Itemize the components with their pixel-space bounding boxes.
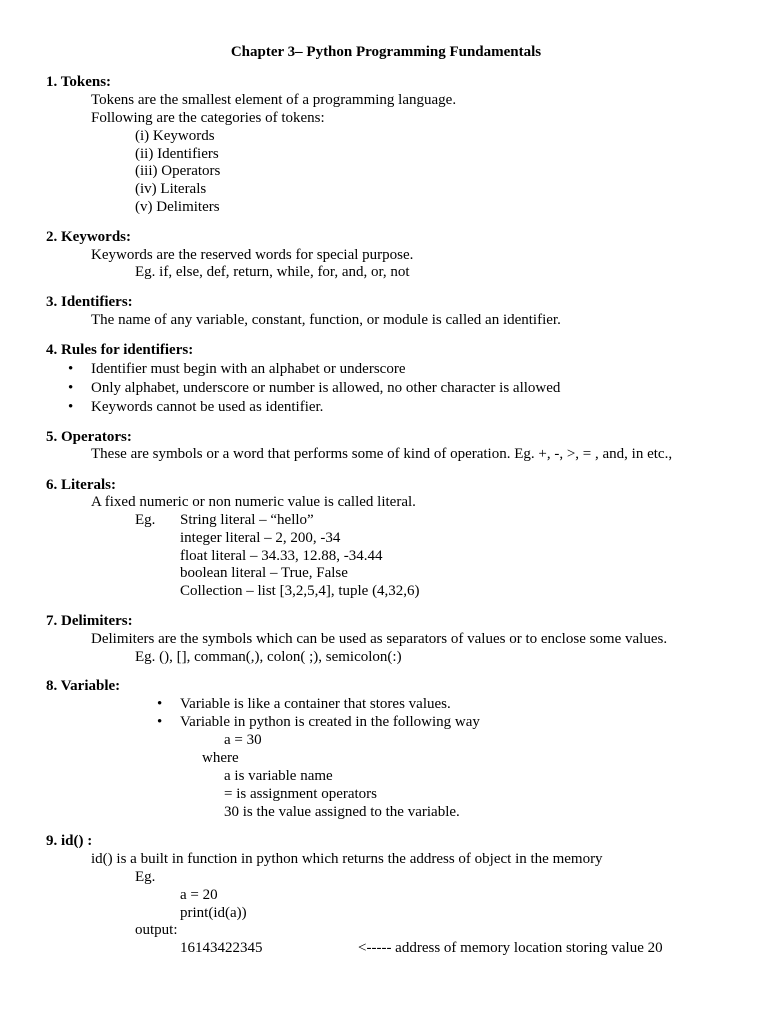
example-label: Eg. xyxy=(135,869,156,885)
bullet-icon: • xyxy=(68,361,74,377)
variable-point: Variable in python is created in the following way xyxy=(180,714,480,730)
variable-code: a = 30 xyxy=(224,732,262,748)
rule-item: Identifier must begin with an alphabet or underscore xyxy=(91,361,406,377)
section-7-example: Eg. (), [], comman(,), colon( ;), semicolon(:) xyxy=(135,649,402,665)
section-1-text: Following are the categories of tokens: xyxy=(91,110,325,126)
section-2-example: Eg. if, else, def, return, while, for, and, or, not xyxy=(135,264,410,280)
token-category: (v) Delimiters xyxy=(135,199,220,215)
section-5-heading: 5. Operators: xyxy=(46,429,132,445)
section-7-text: Delimiters are the symbols which can be used as separators of values or to enclose some values. xyxy=(91,631,668,647)
where-label: where xyxy=(202,750,239,766)
section-5-text: These are symbols or a word that performs some of kind of operation. Eg. +, -, >, = , and, in etc., xyxy=(91,446,673,462)
section-4-heading: 4. Rules for identifiers: xyxy=(46,342,194,358)
example-label: Eg. xyxy=(135,512,156,528)
section-6-heading: 6. Literals: xyxy=(46,477,116,493)
output-value: 16143422345 xyxy=(180,940,263,956)
token-category: (iv) Literals xyxy=(135,181,207,197)
section-2-heading: 2. Keywords: xyxy=(46,229,131,245)
variable-note: = is assignment operators xyxy=(224,786,378,802)
page-title: Chapter 3– Python Programming Fundamentals xyxy=(230,44,542,60)
output-note: <----- address of memory location storing value 20 xyxy=(358,940,663,956)
section-1-heading: 1. Tokens: xyxy=(46,74,112,90)
section-2-text: Keywords are the reserved words for special purpose. xyxy=(91,247,414,263)
literal-example: boolean literal – True, False xyxy=(180,565,348,581)
variable-point: Variable is like a container that stores values. xyxy=(180,696,451,712)
token-category: (ii) Identifiers xyxy=(135,146,219,162)
bullet-icon: • xyxy=(157,714,163,730)
section-6-text: A fixed numeric or non numeric value is called literal. xyxy=(91,494,416,510)
section-9-heading: 9. id() : xyxy=(46,833,93,849)
bullet-icon: • xyxy=(157,696,163,712)
bullet-icon: • xyxy=(68,399,74,415)
token-category: (i) Keywords xyxy=(135,128,215,144)
literal-example: String literal – “hello” xyxy=(180,512,314,528)
literal-example: Collection – list [3,2,5,4], tuple (4,32,6) xyxy=(180,583,420,599)
section-3-text: The name of any variable, constant, function, or module is called an identifier. xyxy=(91,312,561,328)
section-3-heading: 3. Identifiers: xyxy=(46,294,133,310)
rule-item: Only alphabet, underscore or number is allowed, no other character is allowed xyxy=(91,380,561,396)
code-line: print(id(a)) xyxy=(180,905,247,921)
bullet-icon: • xyxy=(68,380,74,396)
literal-example: float literal – 34.33, 12.88, -34.44 xyxy=(180,548,383,564)
output-label: output: xyxy=(135,922,178,938)
section-7-heading: 7. Delimiters: xyxy=(46,613,133,629)
variable-note: 30 is the value assigned to the variable. xyxy=(224,804,460,820)
variable-note: a is variable name xyxy=(224,768,333,784)
section-9-text: id() is a built in function in python which returns the address of object in the memory xyxy=(91,851,603,867)
token-category: (iii) Operators xyxy=(135,163,221,179)
section-8-heading: 8. Variable: xyxy=(46,678,121,694)
rule-item: Keywords cannot be used as identifier. xyxy=(91,399,324,415)
literal-example: integer literal – 2, 200, -34 xyxy=(180,530,341,546)
section-1-text: Tokens are the smallest element of a programming language. xyxy=(91,92,457,108)
code-line: a = 20 xyxy=(180,887,218,903)
